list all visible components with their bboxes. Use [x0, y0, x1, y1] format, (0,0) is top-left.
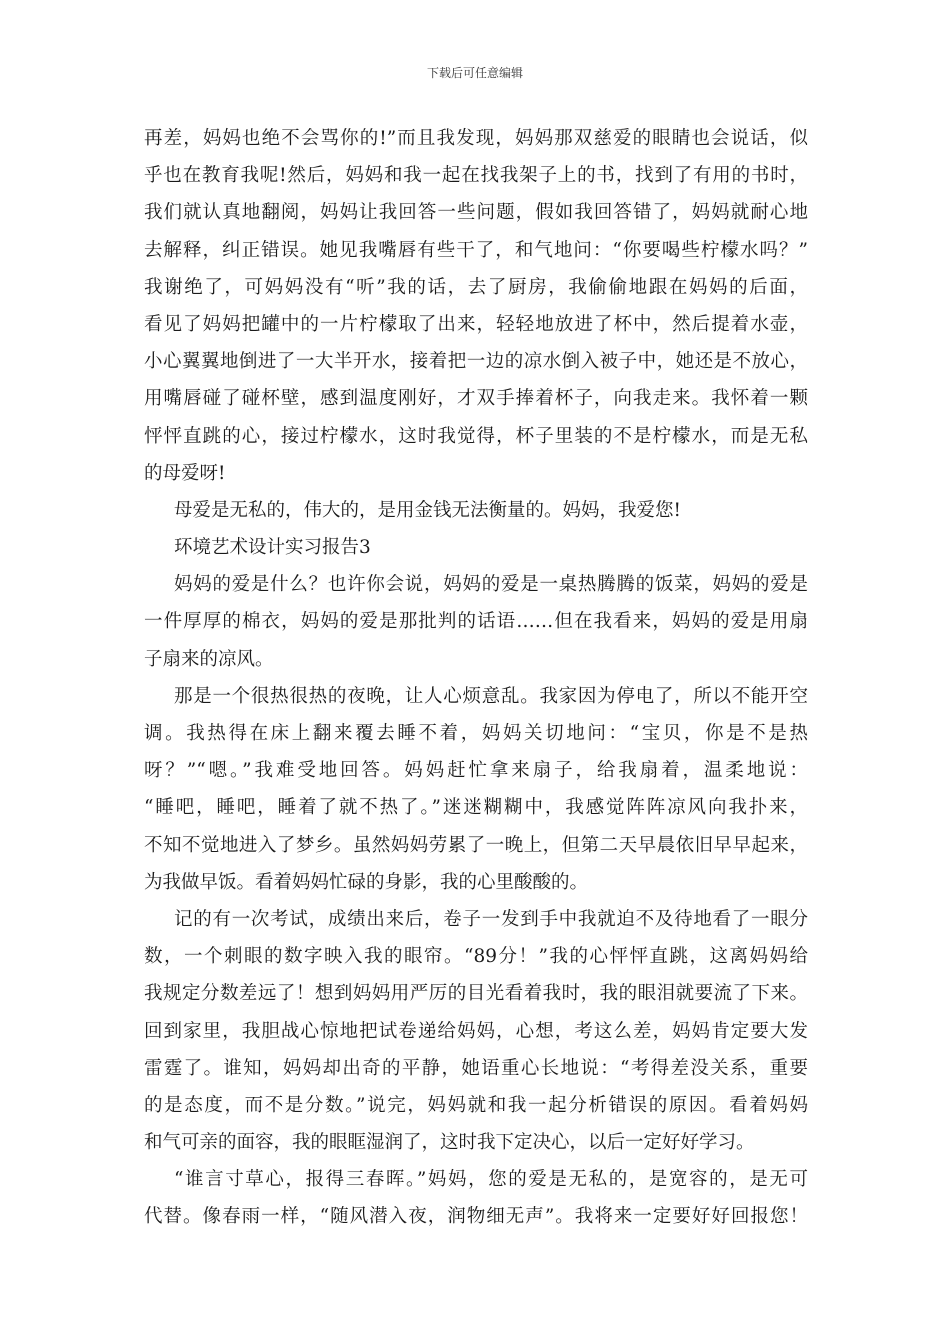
- text-line: 我们就认真地翻阅，妈妈让我回答一些问题，假如我回答错了，妈妈就耐心地: [144, 202, 808, 224]
- text-line: 的是态度，而不是分数。”说完，妈妈就和我一起分析错误的原因。看着妈妈: [144, 1094, 808, 1116]
- text-line: 环境艺术设计实习报告3: [174, 537, 371, 559]
- text-line: 的母爱呀!: [144, 462, 226, 484]
- text-line: 乎也在教育我呢!然后，妈妈和我一起在找我架子上的书，找到了有用的书时，: [144, 165, 808, 187]
- text-line: 代替。像春雨一样，“随风潜入夜，润物细无声”。我将来一定要好好回报您！: [144, 1206, 808, 1228]
- text-line: 怦怦直跳的心，接过柠檬水，这时我觉得，杯子里装的不是柠檬水，而是无私: [144, 425, 808, 447]
- text-line: 和气可亲的面容，我的眼眶湿润了，这时我下定决心，以后一定好好学习。: [144, 1132, 755, 1154]
- text-line: 一件厚厚的棉衣，妈妈的爱是那批判的话语……但在我看来，妈妈的爱是用扇: [144, 611, 808, 633]
- text-line: “睡吧，睡吧，睡着了就不热了。”迷迷糊糊中，我感觉阵阵凉风向我扑来，: [144, 797, 808, 819]
- text-line: 妈妈的爱是什么？也许你会说，妈妈的爱是一桌热腾腾的饭菜，妈妈的爱是: [174, 574, 808, 596]
- text-line: 小心翼翼地倒进了一大半开水，接着把一边的凉水倒入被子中，她还是不放心，: [144, 351, 808, 373]
- text-line: 回到家里，我胆战心惊地把试卷递给妈妈，心想，考这么差，妈妈肯定要大发: [144, 1020, 808, 1042]
- text-line: 那是一个很热很热的夜晚，让人心烦意乱。我家因为停电了，所以不能开空: [174, 685, 808, 707]
- document-body: [144, 120, 808, 1236]
- text-line: 用嘴唇碰了碰杯壁，感到温度刚好，才双手捧着杯子，向我走来。我怀着一颗: [144, 388, 808, 410]
- text-line: 再差，妈妈也绝不会骂你的!”而且我发现，妈妈那双慈爱的眼睛也会说话，似: [144, 128, 808, 149]
- text-line: “谁言寸草心，报得三春晖。”妈妈，您的爱是无私的，是宽容的，是无可: [174, 1169, 808, 1191]
- text-line: 子扇来的凉风。: [144, 648, 274, 670]
- page-header: 下载后可任意编辑: [426, 66, 523, 80]
- text-line: 看见了妈妈把罐中的一片柠檬取了出来，轻轻地放进了杯中，然后提着水壶，: [144, 313, 808, 335]
- text-line: 调。我热得在床上翻来覆去睡不着，妈妈关切地问：“宝贝，你是不是热: [144, 723, 808, 744]
- text-line: 为我做早饭。看着妈妈忙碌的身影，我的心里酸酸的。: [144, 871, 589, 893]
- text-line: 母爱是无私的，伟大的，是用金钱无法衡量的。妈妈，我爱您!: [174, 499, 681, 521]
- text-line: 雷霆了。谁知，妈妈却出奇的平静，她语重心长地说：“考得差没关系，重要: [144, 1057, 808, 1079]
- text-line: 数，一个刺眼的数字映入我的眼帘。“89分！”我的心怦怦直跳，这离妈妈给: [144, 946, 808, 968]
- text-line: 记的有一次考试，成绩出来后，卷子一发到手中我就迫不及待地看了一眼分: [174, 908, 808, 930]
- text-line: 去解释，纠正错误。她见我嘴唇有些干了，和气地问：“你要喝些柠檬水吗？”: [144, 239, 808, 261]
- text-line: 不知不觉地进入了梦乡。虽然妈妈劳累了一晚上，但第二天早晨依旧早早起来，: [144, 834, 808, 856]
- text-line: 呀？”“嗯。”我难受地回答。妈妈赶忙拿来扇子，给我扇着，温柔地说：: [144, 760, 808, 782]
- text-line: 我规定分数差远了！想到妈妈用严厉的目光看着我时，我的眼泪就要流了下来。: [144, 983, 808, 1005]
- text-line: 我谢绝了，可妈妈没有“听”我的话，去了厨房，我偷偷地跟在妈妈的后面，: [144, 276, 808, 298]
